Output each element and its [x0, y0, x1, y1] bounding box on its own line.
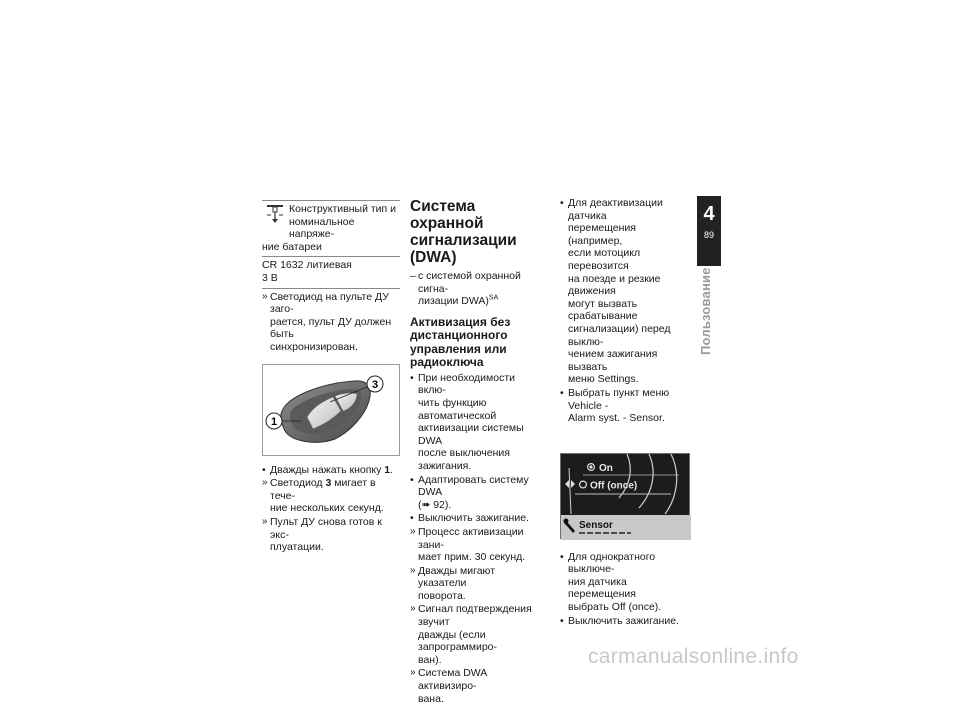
- option-item: – с системой охранной сигна- лизации DWA)$^{SA}$: [410, 270, 521, 308]
- item-line: вана.: [418, 692, 444, 705]
- step-mark: •: [560, 614, 564, 627]
- step-item: [410, 512, 545, 525]
- final-steps-list: [560, 551, 690, 628]
- spec-value-line: 3 В: [262, 271, 278, 284]
- option-mark: –: [410, 270, 416, 282]
- menu-label-sensor: Sensor: [579, 519, 613, 531]
- result-item: » Светодиод 3 мигает в тече- ние нескольких секунд.: [262, 477, 384, 515]
- section-side-title-text: Пользование: [698, 267, 713, 355]
- step-item: [560, 387, 690, 425]
- arrow-right-icon: [571, 480, 575, 488]
- item-line: Дважды мигают указатели: [418, 564, 496, 590]
- step-item: [410, 372, 545, 473]
- item-line: выбрать Off (once).: [568, 601, 662, 614]
- step-mark: •: [560, 386, 564, 399]
- item-line: Для однократного выключе-: [568, 550, 656, 576]
- steps-list: [262, 464, 400, 554]
- step-mark: •: [410, 512, 414, 525]
- arrow-left-icon: [565, 480, 569, 488]
- item-line: перемещения (например,: [568, 222, 636, 247]
- item-line: поворота.: [418, 589, 466, 602]
- step-mark: •: [560, 197, 564, 209]
- result-mark: »: [410, 564, 416, 576]
- remote-key-illustration: [263, 365, 399, 455]
- spec-label-line: Конструктивный тип и: [289, 203, 397, 215]
- sensor-steps-list: [560, 197, 690, 425]
- battery-spec-table: [262, 200, 400, 289]
- item-line: ван).: [418, 653, 442, 666]
- subsection-title: Активизация без дистанционного управления или радиоключа: [410, 314, 511, 370]
- section-side-title: [698, 267, 718, 355]
- step-item: [560, 615, 690, 628]
- item-line: Alarm syst. - Sensor.: [568, 412, 665, 425]
- activation-steps-list: [410, 372, 545, 705]
- step-mark: •: [410, 473, 414, 486]
- option-superscript: SA: [488, 294, 499, 302]
- spec-value-line: CR 1632 литиевая: [262, 259, 352, 272]
- display-screen-graphic: [561, 454, 691, 540]
- item-line: Сигнал подтверждения звучит: [418, 603, 532, 629]
- item-line: (➠ 92).: [418, 498, 452, 511]
- item-line: меню Settings.: [568, 373, 639, 386]
- result-item: [410, 603, 545, 666]
- callout-3: 3: [371, 378, 379, 391]
- item-line: чением зажигания вызвать: [568, 348, 658, 373]
- chapter-number: 4: [703, 203, 715, 225]
- item-line: Для деактивизации датчика: [568, 197, 663, 222]
- item-line: на поезде и резкие движения: [568, 272, 661, 298]
- step-mark: •: [410, 371, 414, 384]
- spec-label-line: ние батареи: [262, 240, 322, 253]
- result-mark: »: [262, 515, 268, 527]
- item-line: ния датчика перемещения: [568, 575, 636, 601]
- middle-column: [410, 198, 545, 705]
- item-line: могут вызвать срабатывание: [568, 297, 638, 323]
- result-item: » Светодиод на пульте ДУ заго- рается, пульт ДУ должен быть синхронизирован.: [262, 290, 392, 353]
- remote-key-figure: [262, 364, 400, 456]
- item-line: активизации системы DWA: [418, 422, 524, 447]
- chapter-tab: [697, 196, 721, 266]
- step-mark: •: [262, 463, 266, 476]
- callout-1: 1: [270, 415, 278, 428]
- result-item: [410, 526, 545, 564]
- page-number: 89: [703, 230, 714, 240]
- right-column: [560, 196, 690, 627]
- option-on: On: [599, 462, 613, 474]
- option-note: [410, 270, 545, 308]
- item-line: сигнализации) перед выклю-: [568, 322, 671, 348]
- item-line: Система DWA активизиро-: [418, 667, 487, 693]
- item-line: если мотоцикл перевозится: [568, 247, 641, 272]
- result-list: [262, 291, 400, 354]
- item-line: При необходимости вклю-: [418, 371, 516, 397]
- item-line: после выключения зажигания.: [418, 447, 510, 472]
- spec-value-cell: [262, 257, 400, 287]
- item-line: мает прим. 30 секунд.: [418, 551, 526, 564]
- spec-label-cell: [262, 201, 400, 257]
- radio-off-icon: [580, 481, 587, 488]
- result-item: » Пульт ДУ снова готов к экс- плуатации.: [262, 515, 382, 554]
- step-item: [410, 474, 545, 512]
- display-screen: [560, 453, 690, 539]
- result-mark: »: [410, 667, 416, 679]
- result-mark: »: [410, 525, 416, 537]
- result-mark: »: [262, 477, 268, 489]
- item-line: Выключить зажигание.: [418, 512, 529, 525]
- result-mark: »: [262, 290, 268, 302]
- item-line: Выключить зажигание.: [568, 614, 679, 627]
- step-item: [560, 551, 690, 614]
- left-column: [262, 200, 400, 554]
- item-line: дважды (если запрограммиро-: [418, 628, 498, 654]
- step-item: • Дважды нажать кнопку 1.: [262, 463, 394, 476]
- step-mark: •: [560, 550, 564, 563]
- item-line: чить функцию автоматической: [418, 396, 497, 422]
- item-line: Процесс активизации зани-: [418, 525, 524, 551]
- watermark: carmanualsonline.info: [588, 645, 799, 668]
- result-mark: »: [410, 603, 416, 615]
- result-item: [410, 667, 545, 705]
- technical-data-icon: [266, 204, 284, 224]
- step-item: [560, 197, 690, 386]
- item-line: Адаптировать систему DWA: [418, 473, 529, 499]
- spec-label-line: номинальное напряже-: [289, 215, 355, 241]
- result-item: [410, 565, 545, 603]
- section-title: Система охранной сигнализации (DWA): [410, 198, 517, 266]
- option-off-once: Off (once): [590, 480, 638, 492]
- item-line: Выбрать пункт меню Vehicle -: [568, 386, 670, 412]
